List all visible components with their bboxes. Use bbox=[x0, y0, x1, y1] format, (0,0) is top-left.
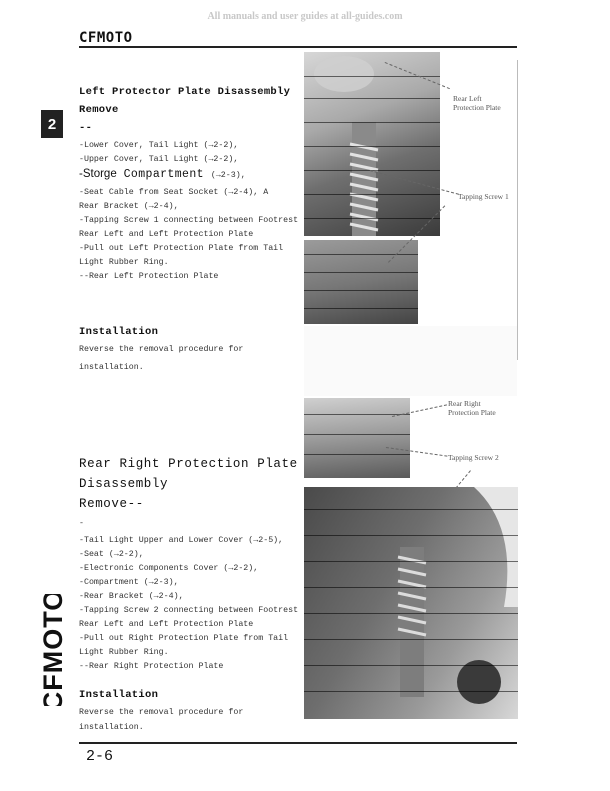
left-step-7: -Pull out Left Protection Plate from Tail bbox=[79, 244, 284, 253]
right-plate-photo-2 bbox=[304, 487, 518, 719]
rear-right-step-4: -Compartment (→2-3), bbox=[79, 578, 179, 587]
left-step-8: Light Rubber Ring. bbox=[79, 258, 169, 267]
rear-right-section-title: Rear Right Protection Plate bbox=[79, 457, 298, 471]
rear-right-installation-line-1: Reverse the removal procedure for bbox=[79, 708, 244, 717]
right-plate-photo-1 bbox=[304, 398, 410, 478]
figure-blank-area bbox=[304, 326, 517, 396]
rear-right-plate-callout: Rear Right Protection Plate bbox=[448, 399, 496, 417]
tapping-screw-2-callout: Tapping Screw 2 bbox=[448, 453, 499, 462]
left-plate-photo-1 bbox=[304, 52, 440, 236]
side-cfmoto-logo bbox=[40, 594, 70, 706]
tapping-screw-1-callout: Tapping Screw 1 bbox=[458, 192, 509, 201]
left-step-5: -Tapping Screw 1 connecting between Footrest bbox=[79, 216, 299, 225]
left-step-6: Rear Left and Left Protection Plate bbox=[79, 230, 254, 239]
rear-right-step-6: -Tapping Screw 2 connecting between Footrest bbox=[79, 606, 299, 615]
rear-left-plate-callout: Rear Left Protection Plate bbox=[453, 94, 501, 112]
page-number: 2-6 bbox=[86, 748, 114, 765]
rear-right-step-3: -Electronic Components Cover (→2-2), bbox=[79, 564, 259, 573]
rear-right-dash: - bbox=[79, 519, 84, 528]
rear-right-step-2: -Seat (→2-2), bbox=[79, 550, 144, 559]
left-remove-label: Remove bbox=[79, 104, 119, 116]
left-section-title: Left Protector Plate Disassembly bbox=[79, 86, 291, 98]
watermark: All manuals and user guides at all-guides.com bbox=[207, 11, 403, 22]
left-step-4: Rear Bracket (→2-4), bbox=[79, 202, 179, 211]
rear-right-step-1: -Tail Light Upper and Lower Cover (→2-5), bbox=[79, 536, 284, 545]
left-dashes: -- bbox=[79, 122, 93, 134]
left-installation-line-2: installation. bbox=[79, 363, 144, 372]
figure-right-border bbox=[517, 60, 518, 360]
rear-right-step-8: -Pull out Right Protection Plate from Tail bbox=[79, 634, 289, 643]
chapter-tab: 2 bbox=[41, 110, 63, 138]
rear-right-step-9: Light Rubber Ring. bbox=[79, 648, 169, 657]
header-brand: CFMOTO bbox=[79, 30, 133, 46]
rear-right-step-7: Rear Left and Left Protection Plate bbox=[79, 620, 254, 629]
left-plate-photo-2 bbox=[304, 240, 418, 324]
left-step-9: --Rear Left Protection Plate bbox=[79, 272, 219, 281]
rear-right-remove-label: Remove-- bbox=[79, 497, 144, 511]
rear-right-installation-title: Installation bbox=[79, 689, 159, 701]
left-step-1: -Lower Cover, Tail Light (→2-2), bbox=[79, 141, 239, 150]
left-step-storage: -Storge Compartment (→2-3), bbox=[79, 168, 246, 181]
svg-text:CFMOTO: CFMOTO bbox=[40, 594, 69, 706]
rear-right-disassembly-label: Disassembly bbox=[79, 477, 169, 491]
rear-right-installation-line-2: installation. bbox=[79, 723, 144, 732]
left-installation-line-1: Reverse the removal procedure for bbox=[79, 345, 244, 354]
left-installation-title: Installation bbox=[79, 326, 159, 338]
left-step-3: -Seat Cable from Seat Socket (→2-4), A bbox=[79, 188, 269, 197]
footer-rule bbox=[79, 742, 517, 744]
header-rule bbox=[79, 46, 517, 48]
rear-right-step-5: -Rear Bracket (→2-4), bbox=[79, 592, 184, 601]
left-step-2: -Upper Cover, Tail Light (→2-2), bbox=[79, 155, 239, 164]
rear-right-step-10: --Rear Right Protection Plate bbox=[79, 662, 224, 671]
